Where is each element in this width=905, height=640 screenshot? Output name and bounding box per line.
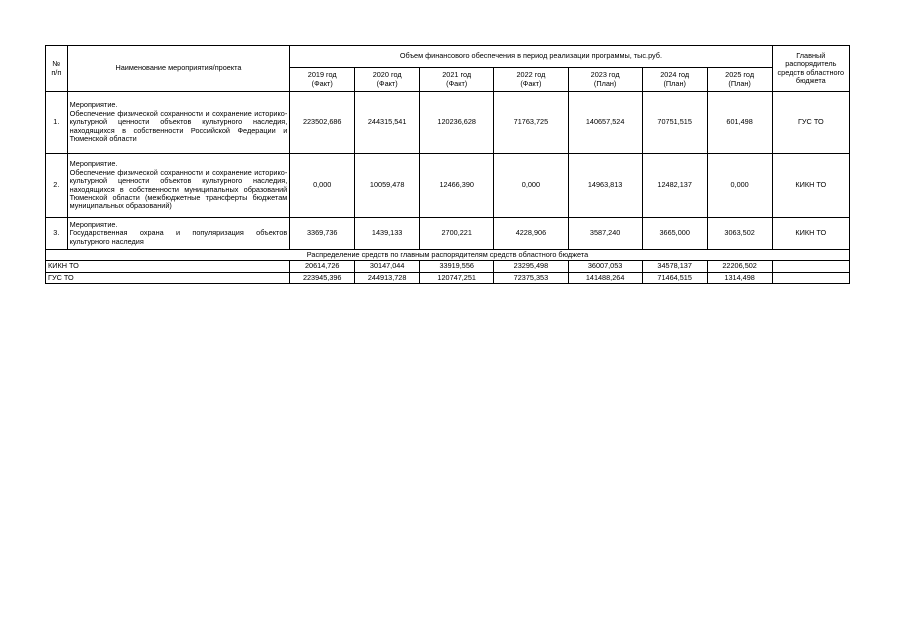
year-kind-label: (Факт) bbox=[446, 78, 468, 88]
year-label: 2025 год bbox=[725, 70, 755, 80]
table-row bbox=[46, 218, 850, 250]
header-row bbox=[46, 46, 850, 68]
year-label: 2022 год bbox=[516, 70, 546, 80]
amount-cell: 2700,221 bbox=[420, 218, 494, 250]
total-amount: 30147,044 bbox=[355, 261, 420, 272]
amount-cell: 0,000 bbox=[707, 154, 772, 218]
total-row bbox=[46, 261, 850, 272]
amount-cell: 3665,000 bbox=[642, 218, 707, 250]
header-volume: Объем финансового обеспечения в период реализации программы, тыс.руб. bbox=[290, 46, 772, 68]
year-label: 2020 год bbox=[372, 70, 402, 80]
amount-cell: 223502,686 bbox=[290, 92, 355, 154]
activity-title: Мероприятие. bbox=[69, 219, 118, 229]
amount-cell: 12466,390 bbox=[420, 154, 494, 218]
amount-cell: 601,498 bbox=[707, 92, 772, 154]
financing-table bbox=[45, 45, 850, 284]
amount-cell: 140657,524 bbox=[568, 92, 642, 154]
table-row bbox=[46, 154, 850, 218]
year-kind-label: (План) bbox=[663, 78, 686, 88]
year-kind-label: (Факт) bbox=[376, 78, 398, 88]
activity-text: Обеспечение физической сохранности и сохранение историко-культурной ценности объектов культурного наследия, находящихся в собственности Российской Федерации и Тюменской области bbox=[69, 108, 288, 144]
year-header-cell bbox=[642, 68, 707, 92]
header-num bbox=[46, 46, 68, 92]
activity-description bbox=[67, 218, 290, 250]
empty-cell bbox=[772, 272, 849, 283]
amount-cell: 12482,137 bbox=[642, 154, 707, 218]
activity-text: Обеспечение физической сохранности и сохранение историко-культурной ценности объектов культурного наследия, находящихся в собственности муниципальных образований Тюменской области (межбюджетные трансферты бюджетам муниципальных образований) bbox=[69, 167, 288, 211]
total-amount: 244913,728 bbox=[355, 272, 420, 283]
amount-cell: 244315,541 bbox=[355, 92, 420, 154]
row-number: 2. bbox=[46, 154, 68, 218]
year-kind-label: (План) bbox=[728, 78, 751, 88]
total-amount: 23295,498 bbox=[494, 261, 568, 272]
year-kind-label: (Факт) bbox=[520, 78, 542, 88]
year-header-cell bbox=[355, 68, 420, 92]
activity-description bbox=[67, 92, 290, 154]
amount-cell: 14963,813 bbox=[568, 154, 642, 218]
empty-cell bbox=[772, 261, 849, 272]
year-label: 2021 год bbox=[442, 70, 472, 80]
total-amount: 33919,556 bbox=[420, 261, 494, 272]
year-label: 2023 год bbox=[590, 70, 620, 80]
row-number: 3. bbox=[46, 218, 68, 250]
amount-cell: 70751,515 bbox=[642, 92, 707, 154]
table-body bbox=[46, 92, 850, 284]
year-kind-label: (План) bbox=[593, 78, 617, 88]
activity-title: Мероприятие. bbox=[69, 100, 118, 110]
amount-cell: 3063,502 bbox=[707, 218, 772, 250]
row-number: 1. bbox=[46, 92, 68, 154]
table-row bbox=[46, 92, 850, 154]
header-name: Наименование мероприятия/проекта bbox=[67, 46, 290, 92]
year-label: 2024 год bbox=[660, 70, 690, 80]
section-row bbox=[46, 250, 850, 261]
total-amount: 120747,251 bbox=[420, 272, 494, 283]
total-amount: 71464,515 bbox=[642, 272, 707, 283]
total-amount: 36007,053 bbox=[568, 261, 642, 272]
year-header-cell bbox=[290, 68, 355, 92]
amount-cell: 0,000 bbox=[494, 154, 568, 218]
amount-cell: 3587,240 bbox=[568, 218, 642, 250]
total-amount: 20614,726 bbox=[290, 261, 355, 272]
manager-cell: ГУС ТО bbox=[772, 92, 849, 154]
total-amount: 34578,137 bbox=[642, 261, 707, 272]
total-amount: 223945,396 bbox=[290, 272, 355, 283]
amount-cell: 4228,906 bbox=[494, 218, 568, 250]
total-row bbox=[46, 272, 850, 283]
year-label: 2019 год bbox=[307, 70, 337, 80]
total-amount: 72375,353 bbox=[494, 272, 568, 283]
amount-cell: 0,000 bbox=[290, 154, 355, 218]
activity-text: Государственная охрана и популяризация объектов культурного наследия bbox=[69, 228, 288, 246]
total-amount: 22206,502 bbox=[707, 261, 772, 272]
year-header-cell bbox=[494, 68, 568, 92]
activity-title: Мероприятие. bbox=[69, 159, 118, 169]
activity-description bbox=[67, 154, 290, 218]
total-amount: 1314,498 bbox=[707, 272, 772, 283]
amount-cell: 3369,736 bbox=[290, 218, 355, 250]
manager-cell: КИКН ТО bbox=[772, 154, 849, 218]
year-header-cell bbox=[568, 68, 642, 92]
total-label: КИКН ТО bbox=[46, 261, 290, 272]
amount-cell: 71763,725 bbox=[494, 92, 568, 154]
header-num-text: № п/п bbox=[51, 59, 62, 77]
section-title: Распределение средств по главным распорядителям средств областного бюджета bbox=[46, 250, 850, 261]
year-kind-label: (Факт) bbox=[311, 78, 333, 88]
year-header-cell bbox=[420, 68, 494, 92]
total-label: ГУС ТО bbox=[46, 272, 290, 283]
total-amount: 141488,264 bbox=[568, 272, 642, 283]
amount-cell: 1439,133 bbox=[355, 218, 420, 250]
amount-cell: 10059,478 bbox=[355, 154, 420, 218]
amount-cell: 120236,628 bbox=[420, 92, 494, 154]
manager-cell: КИКН ТО bbox=[772, 218, 849, 250]
header-manager: Главный распорядитель средств областного бюджета bbox=[772, 46, 849, 92]
year-header-cell bbox=[707, 68, 772, 92]
